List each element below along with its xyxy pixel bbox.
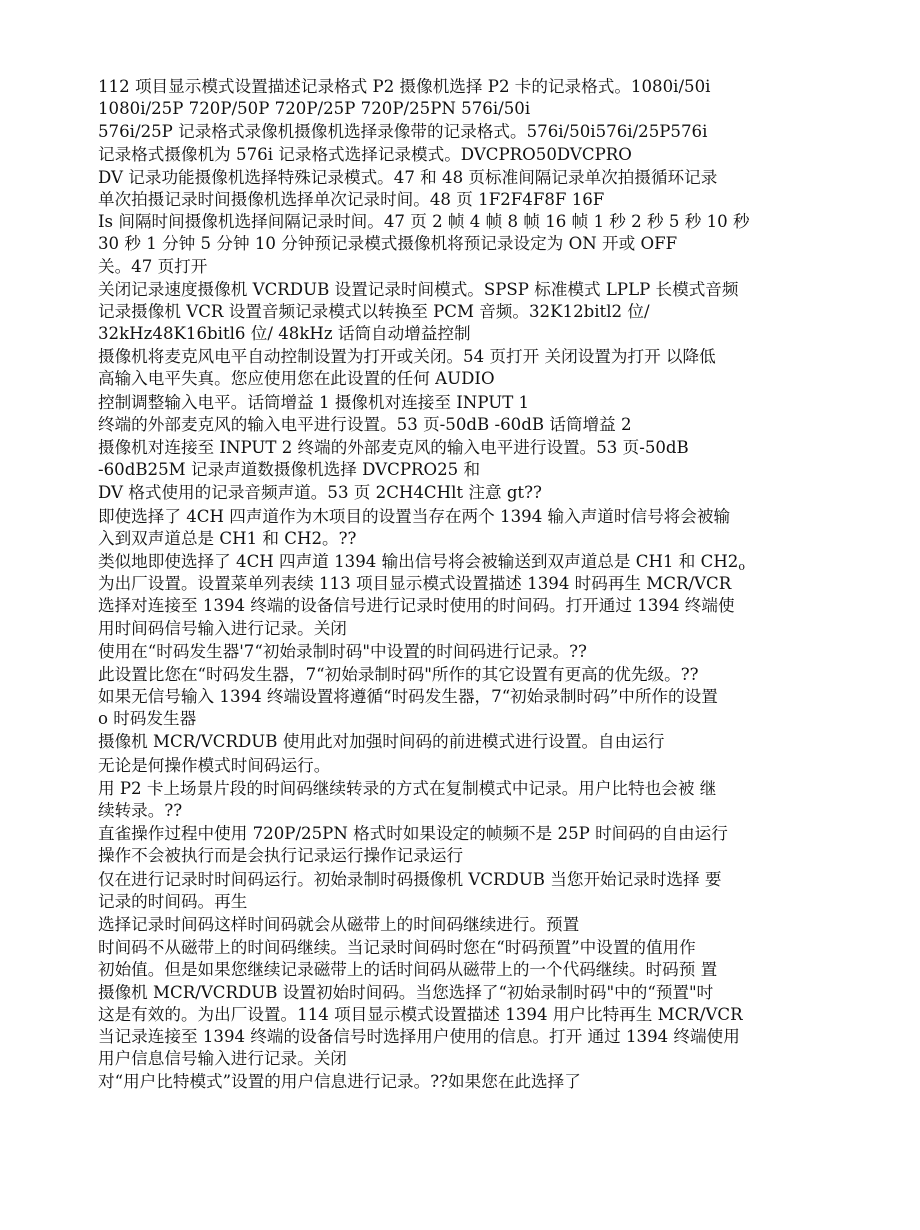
subscript-suffix: o: [738, 559, 745, 573]
text-line: 用户信息信号输入进行记录。关闭: [98, 1049, 347, 1069]
text-line-body: 类似地即使选择了 4CH 四声道 1394 输出信号将会被输送到双声道总是 CH1 和 CH2: [98, 551, 739, 571]
text-line: 当记录连接至 1394 终端的设备信号时选择用户使用的信息。打开 通过 1394 终端使用: [98, 1026, 740, 1046]
text-line: 操作不会被执行而是会执行记录运行操作记录运行: [98, 846, 464, 866]
text-line: o 时码发生器: [98, 709, 197, 729]
text-line: 高输入电平失真。您应使用您在此设置的任何 AUDIO: [98, 369, 495, 389]
text-line: 控制调整输入电平。话筒增益 1 摄像机对连接至 INPUT 1: [98, 392, 530, 412]
text-line: 选择记录时间码这样时间码就会从磁带上的时间码继续进行。预置: [98, 914, 580, 934]
text-line: 选择对连接至 1394 终端的设备信号进行记录时使用的时间码。打开通过 1394 终端使: [98, 596, 735, 616]
text-line: 仅在进行记录时时间码运行。初始录制时码摄像机 VCRDUB 当您开始记录时选择 要: [98, 869, 722, 889]
text-line: [98, 551, 826, 573]
document-body: [98, 76, 826, 1093]
text-line: 摄像机 MCR/VCRDUB 使用此对加强时间码的前进模式进行设置。自由运行: [98, 732, 665, 752]
text-line: 为出厂设置。设置菜单列表续 113 项目显示模式设置描述 1394 时码再生 MCR/VCR: [98, 574, 732, 594]
text-line: DV 记录功能摄像机选择特殊记录模式。47 和 48 页标准间隔记录单次拍摄循环记录: [98, 167, 718, 187]
text-line: 用时间码信号输入进行记录。关闭: [98, 618, 347, 638]
text-line: 32kHz48K16bitl6 位/ 48kHz 话筒自动增益控制: [98, 324, 471, 344]
text-line: 此设置比您在“时码发生器，7“初始录制时码"所作的其它设置有更高的优先级。??: [98, 664, 699, 684]
text-line: 即使选择了 4CH 四声道作为木项目的设置当存在两个 1394 输入声道时信号将会被输: [98, 506, 731, 526]
text-line: 摄像机将麦克风电平自动控制设置为打开或关闭。54 页打开 关闭设置为打开 以降低: [98, 347, 716, 367]
text-line: 初始值。但是如果您继续记录磁带上的话时间码从磁带上的一个代码继续。时码预 置: [98, 960, 718, 980]
text-line: 如果无信号输入 1394 终端设置将遵循“时码发生器，7“初始录制时码”中所作的设置: [98, 687, 718, 707]
text-line: 30 秒 1 分钟 5 分钟 10 分钟预记录模式摄像机将预记录设定为 ON 开或 OFF: [98, 234, 678, 254]
text-line: 续转录。??: [98, 801, 183, 820]
text-line: 入到双声道总是 CH1 和 CH2。??: [98, 528, 357, 548]
text-line: 关闭记录速度摄像机 VCRDUB 设置记录时间模式。SPSP 标准模式 LPLP 长模式音频: [98, 279, 739, 299]
text-line: 使用在“时码发生器'7“初始录制时码"中设置的时间码进行记录。??: [98, 641, 587, 661]
text-line: 时间码不从磁带上的时间码继续。当记录时间码时您在“时码预置”中设置的值用作: [98, 938, 696, 958]
text-line: 1080i/25P 720P/50P 720P/25P 720P/25PN 576i/50i: [98, 99, 531, 119]
text-line: 记录的时间码。再生: [98, 891, 248, 911]
text-line: 无论是何操作模式时间码运行。: [98, 755, 331, 775]
text-line: 记录格式摄像机为 576i 记录格式选择记录模式。DVCPRO50DVCPRO: [98, 144, 632, 164]
text-line: 摄像机 MCR/VCRDUB 设置初始时间码。当您选择了“初始录制时码"中的“预置"吋: [98, 982, 714, 1002]
text-line: 关。47 页打开: [98, 256, 208, 276]
text-line: Is 间隔时间摄像机选择间隔记录时间。47 页 2 帧 4 帧 8 帧 16 帧 1 秒 2 秒 5 秒 10 秒: [98, 212, 750, 232]
text-line: 记录摄像机 VCR 设置音频记录模式以转换至 PCM 音频。32K12bitl2 位/: [98, 301, 650, 321]
text-line: 摄像机对连接至 INPUT 2 终端的外部麦克风的输入电平进行设置。53 页-50dB: [98, 438, 689, 457]
text-line: 112 项目显示模式设置描述记录格式 P2 摄像机选择 P2 卡的记录格式。1080i/50i: [98, 77, 711, 96]
text-line: 直雀操作过程中使用 720P/25PN 格式时如果设定的帧频不是 25P 时间码的自由运行: [98, 824, 728, 844]
text-line: DV 格式使用的记录音频声道。53 页 2CH4CHlt 注意 gt??: [98, 483, 542, 503]
text-line: 单次拍摄记录时间摄像机选择单次记录时间。48 页 1F2F4F8F 16F: [98, 189, 605, 209]
text-line: 576i/25P 记录格式录像机摄像机选择录像带的记录格式。576i/50i576i/25P576i: [98, 122, 708, 142]
text-line: 这是有效的。为出厂设置。114 项目显示模式设置描述 1394 用户比特再生 MCR/VCR: [98, 1004, 743, 1024]
text-line: -60dB25M 记录声道数摄像机选择 DVCPRO25 和: [98, 460, 481, 480]
text-line: 用 P2 卡上场景片段的时间码继续转录的方式在复制模式中记录。用户比特也会被 继: [98, 778, 717, 798]
text-line: 对“用户比特模式”设置的用户信息进行记录。??如果您在此选择了: [98, 1072, 581, 1092]
text-line: 终端的外部麦克风的输入电平进行设置。53 页-50dB -60dB 话筒增益 2: [98, 414, 632, 434]
